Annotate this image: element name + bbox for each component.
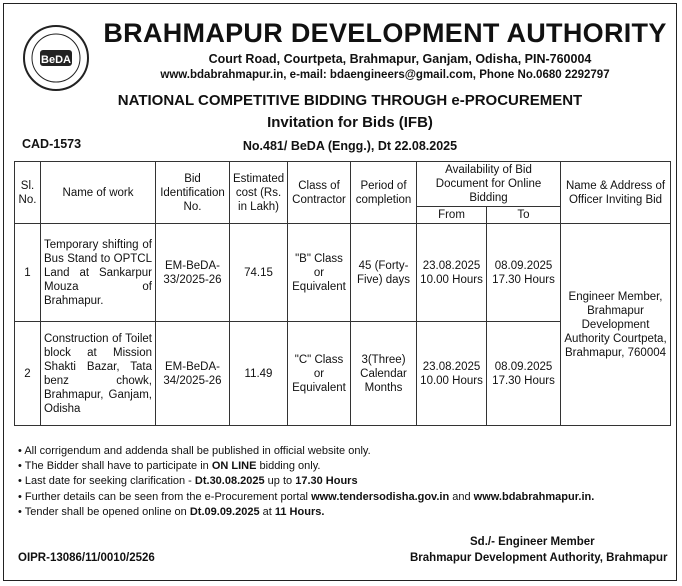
note-item: • Further details can be seen from the e-Procurement portal www.tendersodisha.gov.in and www.bdabrahmapur.in. (18, 490, 595, 503)
table-header-row (15, 162, 671, 207)
row-from: 23.08.2025 10.00 Hours (417, 322, 487, 426)
org-contact: www.bdabrahmapur.in, e-mail: bdaengineers@gmail.com, Phone No.0680 2292797 (160, 69, 610, 81)
note-text: up to (264, 475, 296, 488)
row-to: 08.09.2025 17.30 Hours (487, 322, 561, 426)
row-class: "C" Class or Equivalent (288, 322, 351, 426)
note-text: All corrigendum and addenda shall be published in official website only. (24, 445, 371, 457)
note-text: bidding only. (256, 460, 321, 473)
bda-website-link[interactable]: www.bdabrahmapur.in. (473, 490, 595, 503)
row-class: "B" Class or Equivalent (288, 224, 351, 322)
header-from: From (417, 207, 487, 224)
reference-number: No.481/ BeDA (Engg.), Dt 22.08.2025 (242, 139, 458, 153)
header-work: Name of work (41, 162, 156, 224)
org-name: BRAHMAPUR DEVELOPMENT AUTHORITY (103, 18, 667, 48)
note-text: The Bidder shall have to participate in (24, 460, 212, 473)
header-officer: Name & Address of Officer Inviting Bid (561, 162, 671, 224)
note-text: Last date for seeking clarification - (24, 475, 195, 488)
note-text: Further details can be seen from the e-Procurement portal (24, 490, 312, 503)
row-bid-id: EM-BeDA-34/2025-26 (156, 322, 230, 426)
note-item: • All corrigendum and addenda shall be published in official website only. (18, 445, 371, 457)
note-bold: 11 Hours. (274, 505, 325, 518)
row-cost: 74.15 (230, 224, 288, 322)
row-from: 23.08.2025 10.00 Hours (417, 224, 487, 322)
notice-subtitle: Invitation for Bids (IFB) (267, 114, 433, 131)
note-bold: Dt.30.08.2025 (194, 475, 265, 488)
row-sl: 1 (15, 224, 41, 322)
note-text: at (259, 505, 275, 518)
table-row (15, 224, 671, 322)
header-sl: Sl. No. (15, 162, 41, 224)
row-bid-id: EM-BeDA-33/2025-26 (156, 224, 230, 322)
notice-title: NATIONAL COMPETITIVE BIDDING THROUGH e-PROCUREMENT (117, 92, 583, 109)
header-period: Period of completion (351, 162, 417, 224)
logo-text: BeDA (41, 54, 71, 66)
cad-number: CAD-1573 (22, 137, 82, 151)
note-item: • The Bidder shall have to participate in ON LINE bidding only. (18, 460, 321, 473)
note-text: Tender shall be opened online on (24, 505, 190, 518)
org-address: Court Road, Courtpeta, Brahmapur, Ganjam, Odisha, PIN-760004 (208, 52, 592, 66)
signature-org: Brahmapur Development Authority, Brahmapur (410, 552, 668, 564)
note-item: • Last date for seeking clarification - Dt.30.08.2025 up to 17.30 Hours (18, 475, 358, 488)
row-cost: 11.49 (230, 322, 288, 426)
header-class: Class of Contractor (288, 162, 351, 224)
row-work: Construction of Toilet block at Mission Shakti Bazar, Tata benz chowk, Brahmapur, Ganjam, Odisha (41, 322, 156, 426)
row-period: 3(Three) Calendar Months (351, 322, 417, 426)
signature-line: Sd./- Engineer Member (470, 536, 595, 548)
note-bold: 17.30 Hours (295, 475, 358, 488)
note-bold: Dt.09.09.2025 (189, 505, 260, 518)
row-to: 08.09.2025 17.30 Hours (487, 224, 561, 322)
officer-address: Engineer Member, Brahmapur Development Authority Courtpeta, Brahmapur, 760004 (561, 224, 671, 426)
row-work: Temporary shifting of Bus Stand to OPTCL Land at Sankarpur Mouza of Brahmapur. (41, 224, 156, 322)
note-bold: ON LINE (211, 460, 257, 473)
note-text: and (449, 490, 474, 503)
notes-list (18, 444, 594, 520)
oipr-number: OIPR-13086/11/0010/2526 (18, 552, 155, 564)
row-period: 45 (Forty-Five) days (351, 224, 417, 322)
bids-table (14, 161, 671, 426)
tenders-portal-link[interactable]: www.tendersodisha.gov.in (311, 490, 450, 503)
header-bid-id: Bid Identification No. (156, 162, 230, 224)
row-sl: 2 (15, 322, 41, 426)
header-cost: Estimated cost (Rs. in Lakh) (230, 162, 288, 224)
beda-logo-icon (22, 24, 90, 92)
header-availability: Availability of Bid Document for Online Bidding (417, 162, 561, 207)
header-to: To (487, 207, 561, 224)
note-item: • Tender shall be opened online on Dt.09.09.2025 at 11 Hours. (18, 505, 325, 518)
